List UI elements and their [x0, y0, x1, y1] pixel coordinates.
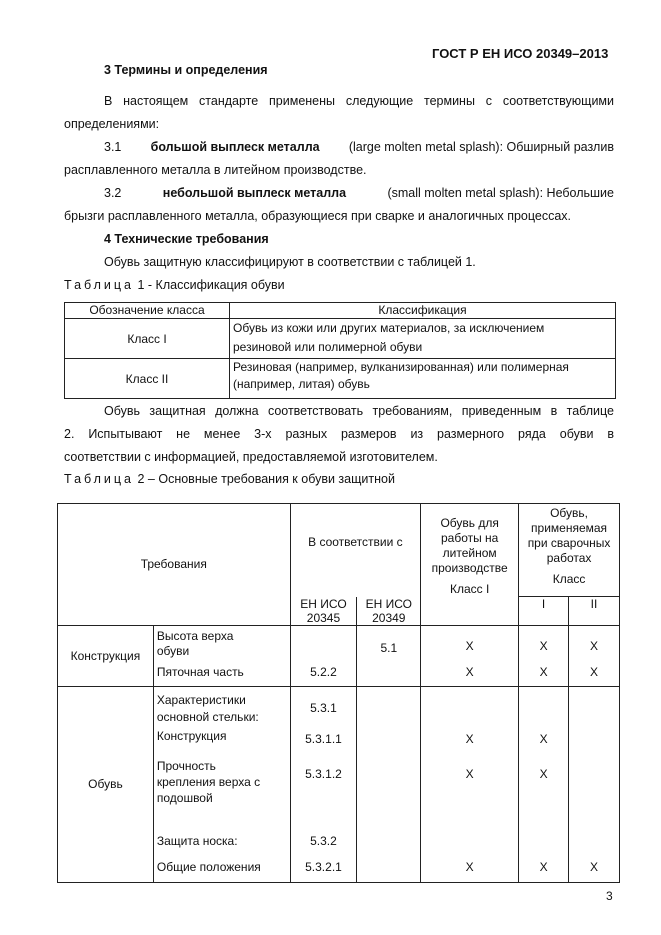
section-3-title: 3 Термины и определения: [104, 63, 268, 77]
section-4-paragraph-2-line2: 2. Испытывают не менее 3-х разных размеров из размерного ряда обуви в: [64, 427, 614, 441]
table-2-header-foundry-line3: литейном: [442, 546, 497, 560]
table-2-req-upper-sole-bond-en-20345: 5.3.1.2: [290, 752, 357, 830]
table-2-req-construction-foundry: X: [421, 728, 519, 752]
table-2-req-toe-protection: Защита носка:: [153, 830, 290, 856]
table-2-header-foundry-line1: Обувь для: [440, 516, 499, 530]
table-2-caption: [64, 471, 395, 487]
table-2-req-construction-en-20345: 5.3.1.1: [290, 728, 357, 752]
table-2-req-upper-sole-bond-weld-i: X: [519, 752, 569, 830]
table-2-header-welding: [519, 504, 620, 597]
table-2-cell-empty: [357, 686, 421, 728]
table-2-header-welding-line3: при сварочных: [527, 536, 611, 550]
table-1-header-classification: Классификация: [230, 303, 616, 319]
table-2-req-upper-sole-bond-line2: крепления верха с: [156, 775, 261, 789]
table-2-cell-empty: [357, 856, 421, 882]
table-2-header-en-20345: [290, 597, 357, 626]
section-3-intro-line1: В настоящем стандарте применены следующие термины с соответствующими: [104, 94, 614, 108]
table-2-cell-empty: [421, 686, 519, 728]
table-1-header-class: Обозначение класса: [65, 303, 230, 319]
table-2-req-construction: Конструкция: [153, 728, 290, 752]
table-2-header-welding-class-i: I: [519, 597, 569, 626]
table-2-cell-empty: [290, 625, 357, 660]
table-2-req-upper-height: [153, 625, 290, 660]
table-2-header-welding-class-ii: II: [569, 597, 620, 626]
term-3-2: [104, 185, 614, 201]
section-3-intro-line2: определениями:: [64, 117, 160, 131]
term-3-1-definition: (large molten metal splash): Обширный разлив: [348, 140, 614, 154]
table-1: [64, 302, 616, 399]
section-4-paragraph-1: Обувь защитную классифицируют в соответствии с таблицей 1.: [104, 255, 476, 269]
table-2-cell-empty: [569, 728, 620, 752]
table-2-header-welding-line4: работах: [546, 551, 592, 565]
term-3-2-definition: (small molten metal splash): Небольшие: [387, 186, 614, 200]
table-2-req-general: Общие положения: [153, 856, 290, 882]
table-2: [57, 503, 620, 883]
table-2-req-upper-height-weld-ii: X: [569, 625, 620, 660]
table-1-class-1-description-line1: Обувь из кожи или других материалов, за исключением: [233, 321, 545, 335]
table-2-req-upper-height-weld-i: X: [519, 625, 569, 660]
table-1-class-2-description-line2: (например, литая) обувь: [233, 377, 370, 391]
table-2-req-insole-en-20345: 5.3.1: [290, 686, 357, 728]
table-2-header-foundry-line2: работы на: [440, 531, 499, 545]
table-2-header-welding-class: Класс: [552, 572, 586, 586]
table-2-req-heel-weld-i: X: [519, 660, 569, 686]
table-2-cell-empty: [519, 686, 569, 728]
table-2-req-upper-sole-bond-line1: Прочность: [156, 759, 216, 773]
table-1-class-1-description-line2: резиновой или полимерной обуви: [233, 340, 423, 354]
table-2-cell-empty: [519, 830, 569, 856]
table-2-req-insole: [153, 686, 290, 728]
table-2-header-welding-line1: Обувь,: [550, 506, 588, 520]
table-2-req-general-weld-ii: X: [569, 856, 620, 882]
table-2-header-en-20349-line1: ЕН ИСО: [365, 596, 412, 611]
table-2-req-upper-height-line2: обуви: [156, 643, 190, 658]
term-3-1-name: большой выплеск металла: [150, 140, 320, 154]
page-number: 3: [606, 889, 613, 903]
table-2-caption-word: Таблица: [64, 472, 135, 486]
table-1-class-1-description: [230, 319, 616, 359]
section-4-paragraph-2-line1: Обувь защитная должна соответствовать требованиям, приведенным в таблице: [104, 404, 614, 418]
table-1-class-1: Класс I: [65, 319, 230, 359]
table-2-cell-empty: [569, 830, 620, 856]
table-2-group-footwear: Обувь: [58, 686, 154, 882]
table-2-cell-empty: [569, 752, 620, 830]
table-2-req-general-foundry: X: [421, 856, 519, 882]
table-1-class-2-description-line1: Резиновая (например, вулканизированная) или полимерная: [233, 360, 569, 374]
table-2-header-foundry: [421, 504, 519, 626]
table-2-req-heel-weld-ii: X: [569, 660, 620, 686]
term-3-1-number: 3.1: [104, 140, 122, 154]
table-2-header-welding-line2: применяемая: [531, 521, 608, 535]
table-2-req-heel: Пяточная часть: [153, 660, 290, 686]
term-3-2-name: небольшой выплеск металла: [162, 186, 347, 200]
table-2-req-construction-weld-i: X: [519, 728, 569, 752]
table-2-cell-empty: [357, 660, 421, 686]
table-2-cell-empty: [357, 752, 421, 830]
document-id: ГОСТ Р ЕН ИСО 20349–2013: [432, 46, 609, 61]
table-2-header-accordance: В соответствии с: [290, 504, 421, 597]
table-1-caption-text: 1 - Классификация обуви: [137, 278, 285, 292]
table-1-class-2-description: [230, 359, 616, 399]
table-1-class-2: Класс II: [65, 359, 230, 399]
table-2-req-general-en-20345: 5.3.2.1: [290, 856, 357, 882]
table-2-header-foundry-class: Класс I: [449, 582, 490, 596]
table-2-req-general-weld-i: X: [519, 856, 569, 882]
term-3-1: [104, 139, 614, 155]
table-2-req-upper-sole-bond-line3: подошвой: [156, 791, 213, 805]
term-3-2-number: 3.2: [104, 186, 122, 200]
table-2-req-heel-foundry: X: [421, 660, 519, 686]
table-2-header-requirements: Требования: [58, 504, 291, 626]
term-3-1-line2: расплавленного металла в литейном производстве.: [64, 163, 367, 177]
table-2-req-upper-height-line1: Высота верха: [156, 628, 234, 643]
table-2-header-foundry-line4: производстве: [431, 561, 508, 575]
table-2-cell-empty: [569, 686, 620, 728]
table-2-header-en-20349: [357, 597, 421, 626]
table-2-group-construction: Конструкция: [58, 625, 154, 686]
table-2-req-insole-line2: основной стельки:: [156, 709, 259, 724]
section-4-title: 4 Технические требования: [104, 232, 269, 246]
table-2-req-upper-height-en-20349: 5.1: [357, 625, 421, 660]
term-3-2-line2: брызги расплавленного металла, образующиеся при сварке и аналогичных процессах.: [64, 209, 572, 223]
table-2-req-upper-sole-bond: [153, 752, 290, 830]
table-2-req-heel-en-20345: 5.2.2: [290, 660, 357, 686]
table-2-req-toe-protection-en-20345: 5.3.2: [290, 830, 357, 856]
table-1-caption-word: Таблица: [64, 278, 135, 292]
table-2-cell-empty: [421, 830, 519, 856]
table-2-req-upper-height-foundry: X: [421, 625, 519, 660]
table-2-cell-empty: [357, 728, 421, 752]
table-2-header-en-20345-line2: 20345: [306, 610, 341, 625]
table-2-req-upper-sole-bond-foundry: X: [421, 752, 519, 830]
table-2-header-en-20349-line2: 20349: [372, 610, 406, 625]
table-2-cell-empty: [357, 830, 421, 856]
table-2-caption-text: 2 – Основные требования к обуви защитной: [137, 472, 395, 486]
section-4-paragraph-2-line3: соответствии с информацией, предоставляемой изготовителем.: [64, 450, 438, 464]
table-2-req-insole-line1: Характеристики: [156, 692, 246, 707]
table-1-caption: [64, 277, 285, 293]
table-2-header-en-20345-line1: ЕН ИСО: [300, 596, 347, 611]
